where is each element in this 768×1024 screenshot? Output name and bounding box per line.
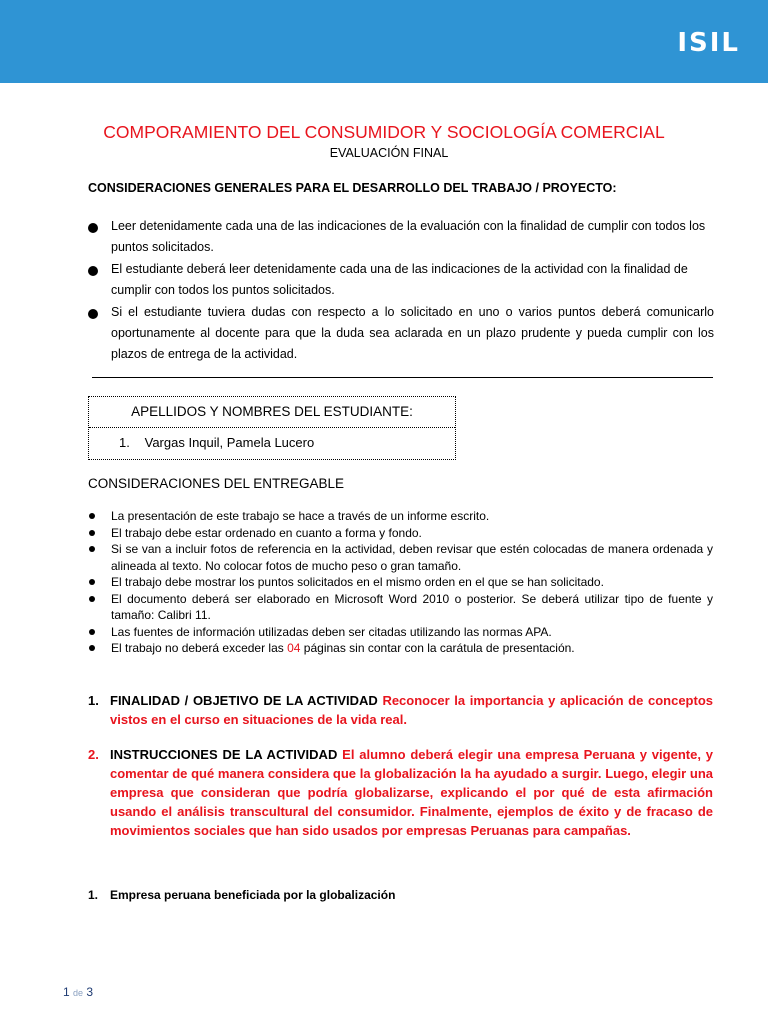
bullet-icon bbox=[89, 629, 95, 635]
document-subtitle: EVALUACIÓN FINAL bbox=[329, 146, 449, 160]
instructions-label: INSTRUCCIONES DE LA ACTIVIDAD bbox=[110, 747, 343, 762]
bullet-icon bbox=[89, 530, 95, 536]
general-considerations-heading: CONSIDERACIONES GENERALES PARA EL DESARROLLO DEL TRABAJO / PROYECTO: bbox=[88, 181, 617, 195]
instructions-section bbox=[88, 745, 713, 840]
bullet-icon bbox=[89, 596, 95, 602]
student-row bbox=[89, 428, 455, 458]
objective-text: Reconocer la importancia y aplicación de conceptos vistos en el curso en situaciones de la vida real. bbox=[110, 693, 713, 727]
document-title: COMPORAMIENTO DEL CONSUMIDOR Y SOCIOLOGÍA COMERCIAL bbox=[103, 122, 665, 142]
list-item: El estudiante deberá leer detenidamente cada una de las indicaciones de la actividad con la finalidad de cumplir con todos los puntos solicitados. bbox=[88, 259, 714, 301]
deliverable-list bbox=[88, 508, 713, 657]
student-table-heading: APELLIDOS Y NOMBRES DEL ESTUDIANTE: bbox=[89, 397, 455, 428]
bullet-icon bbox=[88, 223, 98, 233]
objective-section bbox=[88, 691, 713, 729]
general-considerations-list bbox=[88, 216, 714, 366]
student-name: Vargas Inquil, Pamela Lucero bbox=[144, 435, 315, 450]
page-number: 1 de 3 bbox=[63, 985, 94, 999]
divider bbox=[92, 377, 713, 378]
list-item: Leer detenidamente cada una de las indicaciones de la evaluación con la finalidad de cumplir con todos los puntos solicitados. bbox=[88, 216, 714, 258]
bullet-icon bbox=[89, 645, 95, 651]
list-item: El trabajo debe estar ordenado en cuanto a forma y fondo. bbox=[88, 525, 713, 542]
bullet-icon bbox=[89, 513, 95, 519]
isil-logo: ISIL bbox=[677, 28, 740, 58]
instructions-text: El alumno deberá elegir una empresa Peruana y vigente, y comentar de qué manera considera que la globalización la ha ayudado a surgir. Luego, elegir una empresa que consideran que podría globalizarse, explicando el por qué de esta afirmación usando el análisis transcultural del consumidor. Finalmente, ejemplos de éxito y de fracaso de movimientos sociales que han sido usados por empresas Peruanas para campañas. bbox=[110, 747, 713, 838]
bullet-icon bbox=[88, 309, 98, 319]
bullet-icon bbox=[89, 546, 95, 552]
page-limit-value: 04 bbox=[287, 641, 301, 655]
deliverable-heading: CONSIDERACIONES DEL ENTREGABLE bbox=[88, 476, 345, 491]
bullet-icon bbox=[89, 579, 95, 585]
subsection-heading: 1. Empresa peruana beneficiada por la globalización bbox=[88, 888, 396, 902]
list-item: Las fuentes de información utilizadas deben ser citadas utilizando las normas APA. bbox=[88, 624, 713, 641]
list-item: Si se van a incluir fotos de referencia en la actividad, deben revisar que estén colocadas de manera ordenada y alineada al texto. No colocar fotos de mucho peso o gran tamaño. bbox=[88, 541, 713, 574]
student-table bbox=[88, 396, 456, 460]
list-item: Si el estudiante tuviera dudas con respecto a lo solicitado en uno o varios puntos deberá comunicarlo oportunamente al docente para que la duda sea aclarada en un plazo prudente y pueda cumplir con los plazos de entrega de la actividad. bbox=[88, 302, 714, 365]
list-item: El trabajo no deberá exceder las 04 páginas sin contar con la carátula de presentación. bbox=[88, 640, 713, 657]
header-bar bbox=[0, 0, 768, 83]
objective-label: FINALIDAD / OBJETIVO DE LA ACTIVIDAD bbox=[110, 693, 383, 708]
list-item: El trabajo debe mostrar los puntos solicitados en el mismo orden en el que se han solicitado. bbox=[88, 574, 713, 591]
list-item: La presentación de este trabajo se hace a través de un informe escrito. bbox=[88, 508, 713, 525]
bullet-icon bbox=[88, 266, 98, 276]
objective-number: 1. bbox=[88, 693, 99, 708]
instructions-number: 2. bbox=[88, 747, 99, 762]
student-number: 1. bbox=[119, 435, 130, 450]
list-item: El documento deberá ser elaborado en Microsoft Word 2010 o posterior. Se deberá utilizar tipo de fuente y tamaño: Calibri 11. bbox=[88, 591, 713, 624]
